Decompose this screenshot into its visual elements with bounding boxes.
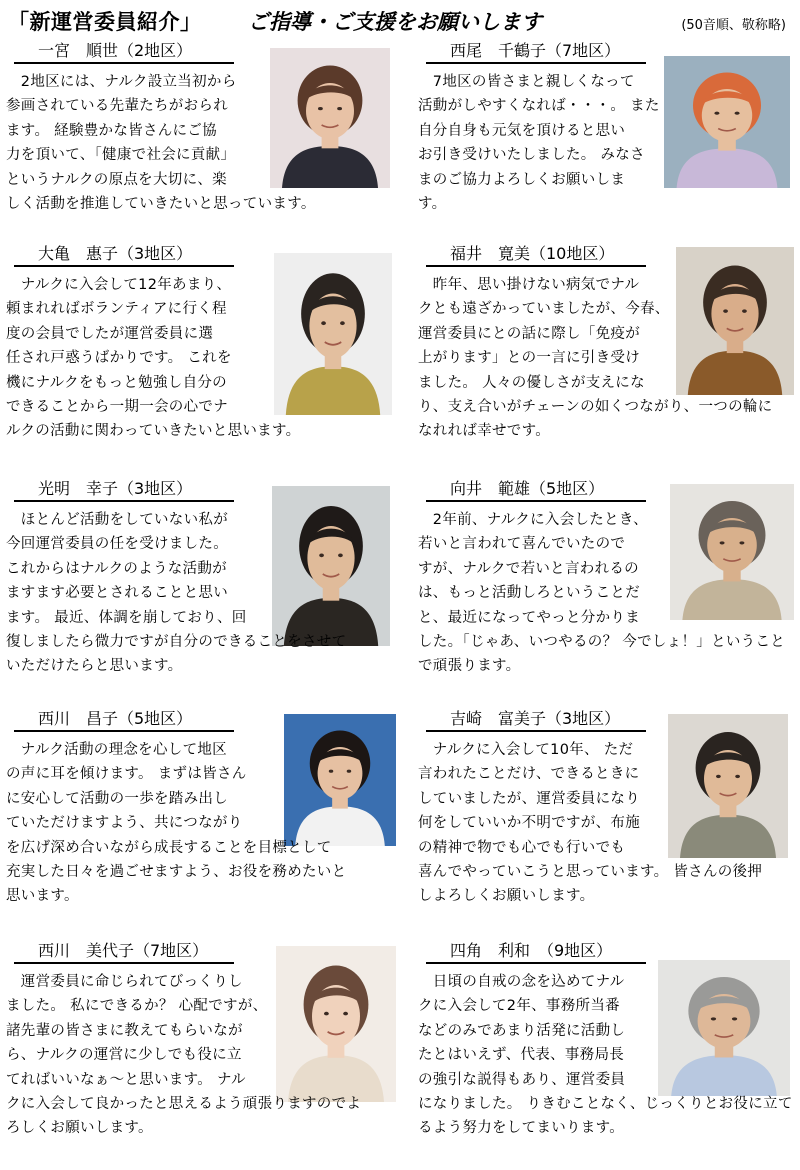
- message-line: の強引な説得もあり、運営委員: [418, 1071, 626, 1088]
- message-line: 活動がしやすくなれば・・・。 また: [418, 98, 660, 115]
- message-line: していましたが、運営委員になり: [418, 790, 640, 807]
- member-entry: [414, 243, 794, 473]
- message-line: ます。 経験豊かな皆さんにご協: [6, 122, 217, 139]
- message-line: 度の会員でしたが運営委員に選: [6, 325, 214, 342]
- message-line: ら、ナルクの運営に少しでも役に立: [6, 1047, 242, 1064]
- message-line: に安心して活動の一歩を踏み出し: [6, 790, 228, 807]
- message-line: ました。 人々の優しさが支えにな: [418, 374, 645, 391]
- message-line: クとも遠ざかっていましたが、今春、: [418, 301, 670, 318]
- message-line: 頼まれればボランティアに行く程: [6, 301, 227, 318]
- member-entry: [414, 940, 794, 1170]
- message-line: ます。 最近、体調を崩しており、回: [6, 609, 247, 626]
- member-entry: [2, 478, 382, 708]
- message-line: いただけたらと思います。: [6, 658, 183, 675]
- message-line: クに入会して良かったと思えるよう頑張りますのでよ: [6, 1096, 362, 1113]
- member-message: [418, 273, 772, 444]
- member-message: [6, 508, 346, 679]
- member-message: [418, 70, 660, 216]
- member-entry: [414, 40, 794, 270]
- member-entry: [414, 478, 794, 708]
- message-line: になりました。 りきむことなく、じっくりとお役に立て: [418, 1096, 793, 1113]
- page-header: [8, 6, 794, 36]
- message-line: ナルクに入会して10年、 ただ: [418, 742, 634, 758]
- member-message: [418, 738, 762, 909]
- message-line: 喜んでやっていこうと思っています。 皆さんの後押: [418, 864, 763, 881]
- message-line: で頑張ります。: [418, 658, 521, 675]
- member-entry: [414, 708, 794, 938]
- message-line: の精神で物でも心でも行いでも: [418, 839, 626, 856]
- message-line: というナルクの原点を大切に、楽: [6, 171, 227, 188]
- member-name: 四角 利和 （9地区）: [426, 940, 646, 964]
- page-subtitle: ご指導・ご支援をお願いします: [248, 10, 542, 34]
- message-line: 上がります」との一言に引き受け: [418, 350, 640, 367]
- message-line: 自分自身も元気を頂けると思い: [418, 122, 626, 139]
- member-name: 福井 寛美（10地区）: [426, 243, 646, 267]
- message-line: お引き受けいたしました。 みなさ: [418, 147, 645, 164]
- message-line: ました。 私にできるか？ 心配ですが、: [6, 998, 268, 1015]
- message-line: 7地区の皆さまと親しくなって: [418, 74, 635, 90]
- message-line: 任され戸惑うばかりです。 これを: [6, 350, 232, 367]
- message-line: ナルクに入会して12年あまり、: [6, 277, 232, 293]
- message-line: を広げ深め合いながら成長することを目標として: [6, 839, 332, 856]
- member-message: [6, 70, 316, 216]
- message-line: した。「じゃあ、いつやるの？ 今でしょ！」ということ: [418, 634, 786, 651]
- message-line: すが、ナルクで若いと言われるの: [418, 560, 639, 577]
- message-line: ルクの活動に関わっていきたいと思います。: [6, 423, 301, 440]
- member-entry: [2, 708, 382, 938]
- message-line: ていただけますよう、共につながり: [6, 815, 243, 832]
- message-line: たとはいえず、代表、事務局長: [418, 1047, 625, 1064]
- message-line: 充実した日々を過ごせますよう、お役を務めたいと: [6, 864, 347, 881]
- message-line: 2地区には、ナルク設立当初から: [6, 74, 237, 90]
- message-line: 機にナルクをもっと勉強し自分の: [6, 374, 227, 391]
- message-line: 参画されている先輩たちがおられ: [6, 98, 228, 115]
- member-name: 向井 範雄（5地区）: [426, 478, 646, 502]
- portrait-photo: [664, 56, 790, 188]
- member-name: 光明 幸子（3地区）: [14, 478, 234, 502]
- message-line: 力を頂いて、「健康で社会に貢献」: [6, 147, 236, 164]
- message-line: ほとんど活動をしていない私が: [6, 512, 228, 528]
- message-line: 日頃の自戒の念を込めてナル: [418, 974, 625, 990]
- message-line: などのみであまり活発に活動し: [418, 1022, 626, 1039]
- message-line: は、もっと活動しろということだ: [418, 585, 640, 602]
- message-line: るよう努力をしてまいります。: [418, 1120, 625, 1137]
- message-line: しよろしくお願いします。: [418, 888, 595, 905]
- message-line: り、支え合いがチェーンの如くつながり、一つの輪に: [418, 399, 773, 416]
- member-name: 西川 昌子（5地区）: [14, 708, 234, 732]
- message-line: 運営委員にとの話に際し「免疫が: [418, 325, 640, 342]
- message-line: 運営委員に命じられてびっくりし: [6, 974, 243, 990]
- message-line: 何をしていいか不明ですが、布施: [418, 815, 640, 832]
- message-line: 諸先輩の皆さまに教えてもらいなが: [6, 1022, 243, 1039]
- message-line: これからはナルクのような活動が: [6, 560, 227, 577]
- message-line: ますます必要とされることと思い: [6, 585, 228, 602]
- member-name: 大亀 惠子（3地区）: [14, 243, 234, 267]
- message-line: 2年前、ナルクに入会したとき、: [418, 512, 648, 528]
- message-line: の声に耳を傾けます。 まずは皆さん: [6, 766, 247, 783]
- message-line: す。: [418, 196, 447, 213]
- member-name: 一宮 順世（2地区）: [14, 40, 234, 64]
- message-line: と、最近になってやっと分かりま: [418, 609, 640, 626]
- message-line: ろしくお願いします。: [6, 1120, 153, 1137]
- member-entry: [2, 40, 382, 270]
- member-name: 吉崎 富美子（3地区）: [426, 708, 646, 732]
- message-line: 昨年、思い掛けない病気でナル: [418, 277, 640, 293]
- message-line: クに入会して2年、事務所当番: [418, 998, 620, 1015]
- member-message: [6, 738, 346, 909]
- member-message: [418, 970, 793, 1141]
- member-name: 西尾 千鶴子（7地区）: [426, 40, 646, 64]
- member-message: [6, 970, 361, 1141]
- message-line: まのご協力よろしくお願いしま: [418, 171, 626, 188]
- message-line: てればいいなぁ～と思います。 ナル: [6, 1071, 246, 1088]
- member-entry: [2, 940, 382, 1170]
- message-line: 思います。: [6, 888, 79, 905]
- member-message: [6, 273, 300, 444]
- message-line: できることから一期一会の心でナ: [6, 399, 228, 416]
- member-name: 西川 美代子（7地区）: [14, 940, 234, 964]
- member-photo: [664, 56, 790, 188]
- member-entry: [2, 243, 382, 473]
- page-title: 「新運営委員紹介」: [8, 10, 202, 34]
- message-line: 今回運営委員の任を受けました。: [6, 536, 228, 553]
- member-message: [418, 508, 785, 679]
- message-line: 若いと言われて喜んでいたので: [418, 536, 626, 553]
- message-line: しく活動を推進していきたいと思っています。: [6, 196, 316, 213]
- message-line: ナルク活動の理念を心して地区: [6, 742, 227, 758]
- message-line: 言われたことだけ、できるときに: [418, 766, 640, 783]
- message-line: 復しましたら微力ですが自分のできることをさせて: [6, 634, 347, 651]
- message-line: なれれば幸せです。: [418, 423, 551, 440]
- order-note: (50音順、敬称略): [681, 18, 786, 33]
